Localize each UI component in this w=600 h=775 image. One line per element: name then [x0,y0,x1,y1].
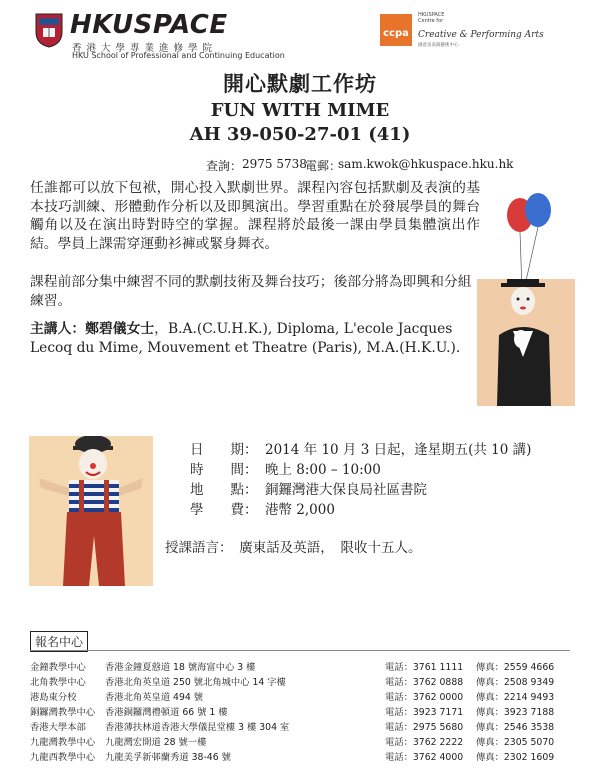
time-label: 時 間： [190,462,258,478]
mime-illustration-left [29,436,153,586]
centre-address: 香港薄扶林道香港大學儀昆堂樓 3 樓 304 室 [105,722,290,733]
instructor-label: 主講人：鄭碧儀女士 [30,321,155,337]
registration-heading: 報名中心 [30,631,88,652]
centre-name: 港島東分校 [30,692,77,703]
balloons-icon [500,190,560,290]
centre-tel: 電話：3762 0000 [385,692,464,703]
hku-crest-icon [34,12,64,48]
centre-tel: 電話：2975 5680 [385,722,464,733]
centre-address: 香港金鐘夏慤道 18 號海富中心 3 樓 [105,662,256,673]
ccpa-chinese-text: 創意及表演藝術中心 [418,43,459,48]
course-title-chinese: 開心默劇工作坊 [223,71,377,96]
registration-divider [30,650,570,651]
mime-illustration-right [477,279,575,406]
centre-fax: 傳真：2508 9349 [476,677,555,688]
ccpa-small-text: HKUSPACE Centre for [418,12,445,24]
centre-tel: 電話：3762 2222 [385,737,464,748]
instructor-info [30,320,490,357]
date-label: 日 期： [190,442,258,458]
centre-fax: 傳真：3923 7188 [476,707,555,718]
centre-name: 九龍西教學中心 [30,752,96,763]
fee-label: 學 費： [190,502,258,518]
language-info: 授課語言： 廣東話及英語， 限收十五人。 [165,540,422,556]
centre-name: 金鐘教學中心 [30,662,86,673]
hku-chinese-name: 香港大學專業進修學院 [72,43,218,54]
course-code: AH 39-050-27-01 (41) [189,124,411,145]
centre-fax: 傳真：2559 4666 [476,662,555,673]
centre-tel: 電話：3762 0888 [385,677,464,688]
date-value: 2014 年 10 月 3 日起，逢星期五(共 10 講) [265,442,532,458]
centre-address: 香港北角英皇道 494 號 [105,692,204,703]
clown-figure-icon [29,436,153,586]
course-title-english: FUN WITH MIME [210,100,390,121]
phone-number: 2975 5738 [242,157,307,171]
centre-name: 香港大學本部 [30,722,86,733]
fee-value: 港幣 2,000 [265,502,335,518]
centre-address: 九龍美孚新邨蘭秀道 38-46 號 [105,752,231,763]
centre-name: 銅鑼灣教學中心 [30,707,96,718]
centre-fax: 傳真：2305 5070 [476,737,555,748]
hku-english-name: HKU School of Professional and Continuing Education [72,51,285,60]
email-link[interactable]: sam.kwok@hkuspace.hku.hk [338,157,514,171]
course-structure: 課程前部分集中練習不同的默劇技術及舞台技巧；後部分將為即興和分組練習。 [30,274,472,309]
phone-label: 查詢： [206,159,243,173]
ccpa-logo-icon [380,14,412,46]
centre-tel: 電話：3761 1111 [385,662,464,673]
ccpa-script-text: Creative & Performing Arts [418,30,544,40]
instructor-credentials: ，B.A.(C.U.H.K.), Diploma, L'ecole Jacques Lecoq du Mime, Mouvement et Theatre (Paris), M.A.(H.K.U.). [30,321,461,356]
course-description: 任誰都可以放下包袱，開心投入默劇世界。課程內容包括默劇及表演的基本技巧訓練、形體動作分析以及即興演出。學習重點在於發展學員的舞台觸角以及在演出時對時空的掌握。課程將於最後一課由學員集體演出作結。學員上課需穿運動衫褲或緊身舞衣。 [30,180,480,252]
centre-name: 北角教學中心 [30,677,86,688]
venue-value: 銅鑼灣港大保良局社區書院 [265,482,427,498]
centre-fax: 傳真：2302 1609 [476,752,555,763]
centre-address: 香港北角英皇道 250 號北角城中心 14 字樓 [105,677,286,688]
ccpa-logo-text: ccpa [383,28,409,39]
centre-address: 九龍灣宏開道 28 號一樓 [105,737,207,748]
centre-fax: 傳真：2546 3538 [476,722,555,733]
time-value: 晚上 8:00 – 10:00 [265,462,381,478]
centre-fax: 傳真：2214 9493 [476,692,555,703]
centre-tel: 電話：3923 7171 [385,707,464,718]
email-label: 電郵： [305,159,342,173]
mime-figure-icon [477,279,575,406]
centre-tel: 電話：3762 4000 [385,752,464,763]
venue-label: 地 點： [190,482,258,498]
centre-address: 香港銅鑼灣禮頓道 66 號 1 樓 [105,707,228,718]
centre-name: 九龍灣教學中心 [30,737,96,748]
hku-space-wordmark: HKUSPACE [70,10,228,40]
